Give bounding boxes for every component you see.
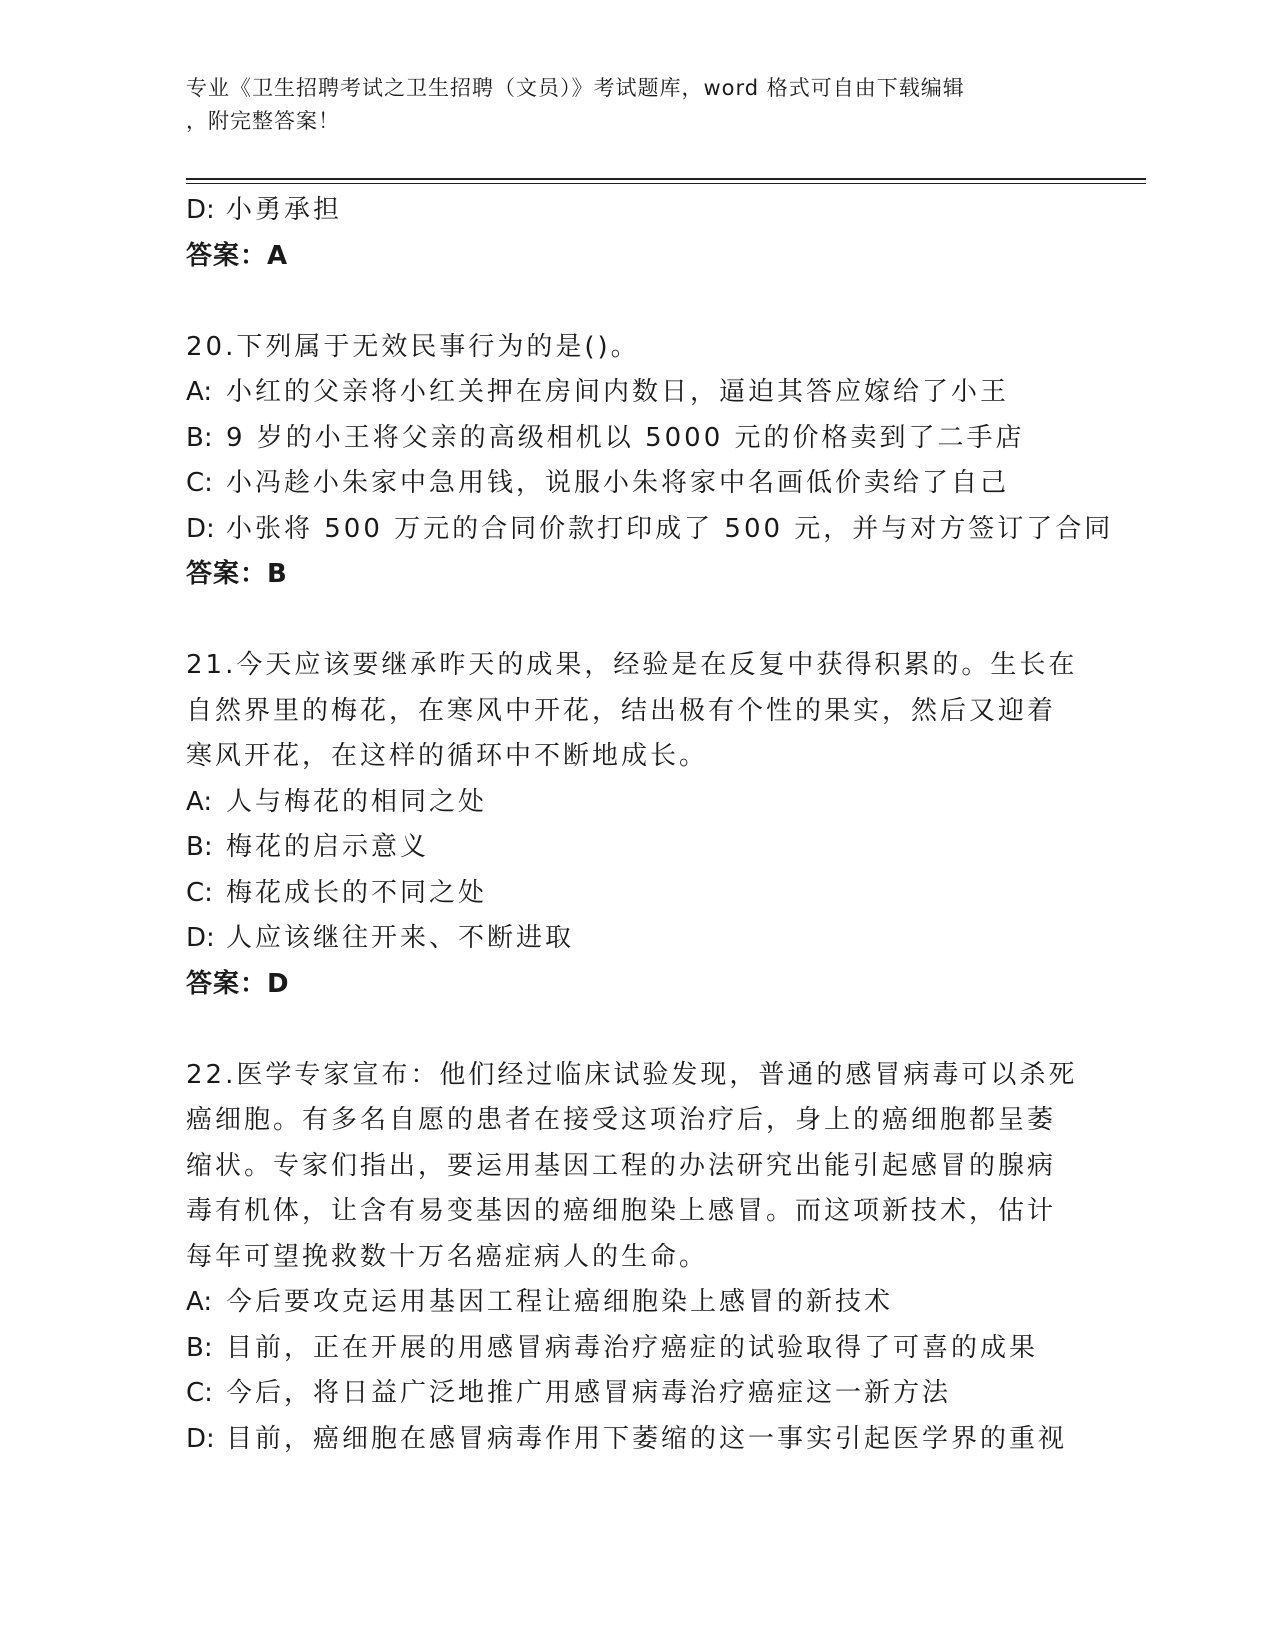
option-text: 9 岁的小王将父亲的高级相机以 5000 元的价格卖到了二手店 <box>226 422 1025 453</box>
spacer <box>186 279 1086 325</box>
prev-option-d <box>186 188 1086 234</box>
header-divider-thick <box>186 178 1146 180</box>
option-letter: B: <box>186 832 213 862</box>
q21-stem-line-2: 自然界里的梅花，在寒风中开花，结出极有个性的果实，然后又迎着 <box>186 695 1057 726</box>
question-content <box>186 188 1114 1462</box>
option-letter: B: <box>186 1332 213 1363</box>
prev-answer: 答案：A <box>186 240 289 271</box>
q20-option-b <box>186 416 1086 462</box>
header-divider-thin <box>186 183 1146 184</box>
q22-stem-line-3: 缩状。专家们指出，要运用基因工程的办法研究出能引起感冒的腺病 <box>186 1150 1057 1181</box>
q21-option-b <box>186 825 1086 871</box>
option-letter: D: <box>186 513 215 544</box>
option-letter: A: <box>186 377 213 407</box>
q22-option-b <box>186 1326 1086 1372</box>
q22-stem-line-2: 癌细胞。有多名自愿的患者在接受这项治疗后，身上的癌细胞都呈萎 <box>186 1105 1057 1135</box>
q22-stem-line-4: 毒有机体，让含有易变基因的癌细胞染上感冒。而这项新技术，估计 <box>186 1196 1057 1226</box>
option-letter: C: <box>186 877 213 908</box>
option-text: 梅花成长的不同之处 <box>226 877 488 908</box>
q20-option-a <box>186 370 1086 416</box>
option-text: 梅花的启示意义 <box>226 832 430 862</box>
option-letter: B: <box>186 422 213 453</box>
option-letter: C: <box>186 468 213 498</box>
option-text: 人与梅花的相同之处 <box>226 786 488 817</box>
spacer <box>186 1007 1086 1053</box>
option-letter: A: <box>186 786 213 817</box>
q22-stem-line-1: 22.医学专家宣布：他们经过临床试验发现，普通的感冒病毒可以杀死 <box>186 1059 1078 1090</box>
option-text: 目前，正在开展的用感冒病毒治疗癌症的试验取得了可喜的成果 <box>226 1332 1039 1363</box>
option-text: 小冯趁小朱家中急用钱，说服小朱将家中名画低价卖给了自己 <box>226 468 1010 498</box>
q22-option-d <box>186 1417 1086 1463</box>
option-letter: D: <box>186 195 215 225</box>
header-line-1: 专业《卫生招聘考试之卫生招聘（文员）》考试题库，word 格式可自由下载编辑 <box>186 76 965 100</box>
option-text: 今后，将日益广泛地推广用感冒病毒治疗癌症这一新方法 <box>226 1378 952 1408</box>
q20-option-d <box>186 507 1114 553</box>
option-letter: A: <box>186 1287 213 1317</box>
q20-option-c <box>186 461 1086 507</box>
q20-stem: 20.下列属于无效民事行为的是()。 <box>186 331 640 362</box>
option-text: 人应该继往开来、不断进取 <box>226 923 575 953</box>
option-letter: D: <box>186 923 215 953</box>
q21-stem-line-1: 21.今天应该要继承昨天的成果，经验是在反复中获得积累的。生长在 <box>186 650 1078 680</box>
option-text: 小勇承担 <box>226 195 343 225</box>
q21-option-c <box>186 871 1086 917</box>
q22-stem-line-5: 每年可望挽救数十万名癌症病人的生命。 <box>186 1241 709 1272</box>
q21-answer: 答案：D <box>186 968 290 999</box>
q21-option-d <box>186 916 1086 962</box>
page-header <box>186 72 1086 138</box>
q20-answer: 答案：B <box>186 559 288 589</box>
option-text: 小张将 500 万元的合同价款打印成了 500 元，并与对方签订了合同 <box>226 513 1114 544</box>
option-text: 今后要攻克运用基因工程让癌细胞染上感冒的新技术 <box>226 1287 894 1317</box>
q22-option-c <box>186 1371 1086 1417</box>
option-letter: D: <box>186 1423 215 1454</box>
q21-option-a <box>186 780 1086 826</box>
option-text: 小红的父亲将小红关押在房间内数日，逼迫其答应嫁给了小王 <box>226 377 1010 407</box>
header-line-2: ，附完整答案！ <box>186 109 340 133</box>
q21-stem-line-3: 寒风开花，在这样的循环中不断地成长。 <box>186 741 709 771</box>
spacer <box>186 598 1086 644</box>
option-letter: C: <box>186 1378 213 1408</box>
q22-option-a <box>186 1280 1086 1326</box>
option-text: 目前，癌细胞在感冒病毒作用下萎缩的这一事实引起医学界的重视 <box>226 1423 1068 1454</box>
